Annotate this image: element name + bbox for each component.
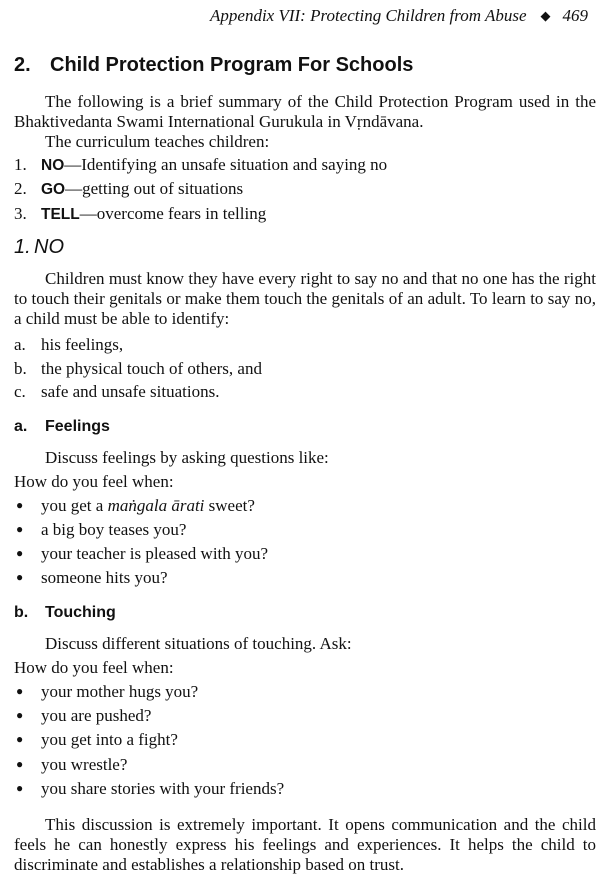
- item-text: your mother hugs you?: [41, 682, 199, 701]
- item-text: you are pushed?: [41, 706, 152, 725]
- running-head-title: Appendix VII: Protecting Children from Abuse: [210, 6, 527, 25]
- italic-term: maṅgala ārati: [107, 496, 205, 515]
- conclusion-paragraph: [14, 815, 596, 875]
- list-letter: a.: [14, 335, 26, 354]
- intro-summary: The following is a brief summary of the Child Protection Program used in the Bhaktivedanta Swami International Gurukula in Vṛndāvana.: [14, 92, 596, 131]
- keyword: TELL: [41, 206, 80, 223]
- touching-prompt: How do you feel when:: [14, 658, 174, 677]
- item-text: —Identifying an unsafe situation and saying no: [64, 155, 388, 174]
- list-letter: c.: [14, 382, 26, 401]
- section-number: 2.: [14, 54, 31, 76]
- item-text: you wrestle?: [41, 755, 128, 774]
- keyword: GO: [41, 181, 66, 198]
- subheading-letter: b.: [14, 604, 29, 621]
- subsection-title: NO: [34, 236, 64, 258]
- bullet-icon: ●: [16, 684, 24, 698]
- bullet-icon: ●: [16, 570, 24, 584]
- bullet-icon: ●: [16, 732, 24, 746]
- curriculum-intro: The curriculum teaches children:: [45, 132, 270, 151]
- subsection-number: 1.: [14, 236, 31, 258]
- subheading-letter: a.: [14, 418, 28, 435]
- list-number: 2.: [14, 179, 27, 198]
- intro-paragraph: [14, 92, 596, 132]
- subheading-title: Touching: [45, 604, 116, 621]
- item-text: you share stories with your friends?: [41, 779, 285, 798]
- touching-instruction: Discuss different situations of touching. Ask:: [45, 634, 352, 653]
- subheading-feelings: [14, 418, 110, 436]
- item-text: safe and unsafe situations.: [41, 382, 220, 401]
- conclusion-text: This discussion is extremely important. It opens communication and the child feels he can honestly express his feelings and experiences. It helps the child to discriminate and establishes a relationship based on trust.: [14, 815, 596, 874]
- item-text: you get into a fight?: [41, 730, 178, 749]
- feelings-instruction: Discuss feelings by asking questions like:: [45, 448, 329, 467]
- feelings-prompt: How do you feel when:: [14, 472, 174, 491]
- subheading-touching: [14, 604, 116, 622]
- bullet-icon: ●: [16, 546, 24, 560]
- bullet-icon: ●: [16, 781, 24, 795]
- subheading-title: Feelings: [45, 418, 110, 435]
- item-text: —getting out of situations: [65, 179, 244, 198]
- list-number: 3.: [14, 204, 27, 223]
- bullet-icon: ●: [16, 522, 24, 536]
- item-text: —overcome fears in telling: [79, 204, 267, 223]
- running-head: [210, 6, 588, 26]
- item-text: sweet?: [204, 496, 255, 515]
- subsection-heading-no: [14, 236, 64, 259]
- list-letter: b.: [14, 359, 27, 378]
- section-title: Child Protection Program For Schools: [50, 54, 414, 76]
- no-paragraph: [14, 269, 596, 329]
- item-text: someone hits you?: [41, 568, 168, 587]
- list-number: 1.: [14, 155, 27, 174]
- item-text: a big boy teases you?: [41, 520, 187, 539]
- page-number: 469: [562, 6, 588, 25]
- bullet-icon: ●: [16, 757, 24, 771]
- section-heading: [14, 54, 413, 77]
- diamond-separator-icon: ◆: [540, 8, 551, 23]
- bullet-icon: ●: [16, 498, 24, 512]
- item-text: you get a: [41, 496, 108, 515]
- no-paragraph-text: Children must know they have every right to say no and that no one has the right to touch their genitals or make them touch the genitals of an adult. To learn to say no, a child must be able to identify:: [14, 269, 596, 328]
- bullet-icon: ●: [16, 708, 24, 722]
- item-text: his feelings,: [41, 335, 124, 354]
- item-text: the physical touch of others, and: [41, 359, 262, 378]
- item-text: your teacher is pleased with you?: [41, 544, 269, 563]
- keyword: NO: [41, 157, 65, 174]
